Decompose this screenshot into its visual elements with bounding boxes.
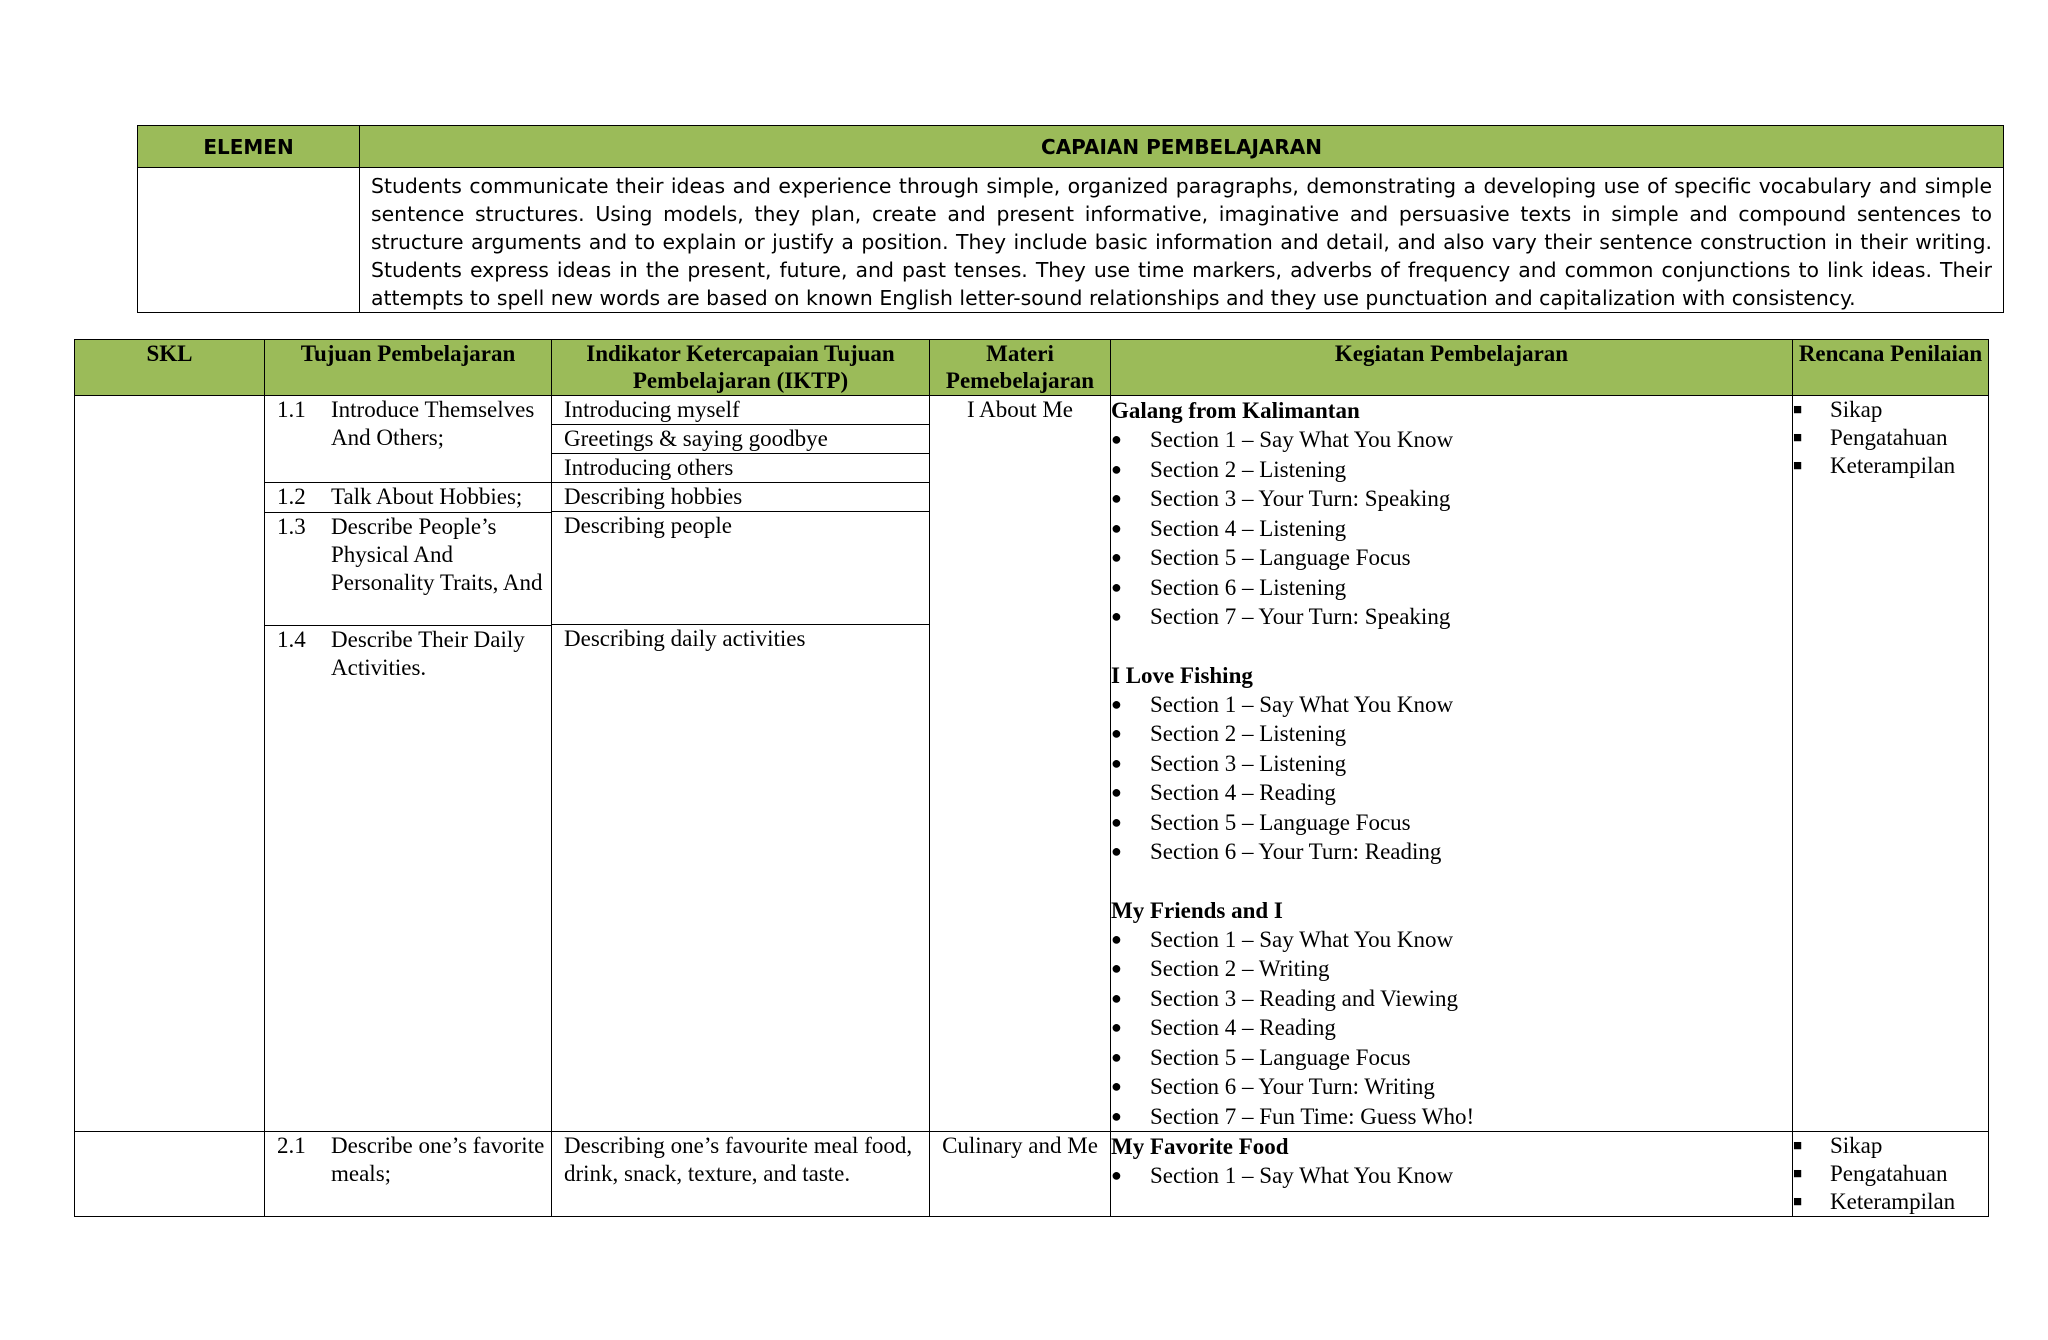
capaian-text: Students communicate their ideas and experience through simple, organized paragraphs, demonstrating a developing use of specific vocabulary and simple sentence structures. Using models, they plan, create and present informative, imaginative and persuasive texts in simple and compound sentences to structure arguments and to explain or justify a position. They include basic information and detail, and also vary their sentence construction in their writing. Students express ideas in the present, future, and past tenses. They use time markers, adverbs of frequency and common conjunctions to link ideas. Their attempts to spell new words are based on known English letter-sound relationships and they use punctuation and capitalization with consistency. — [360, 168, 2004, 313]
capaian-header-row — [138, 126, 2004, 168]
materi-cell: I About Me — [930, 396, 1111, 1132]
penilaian-item — [1793, 1132, 1988, 1160]
section-text: Section 2 – Writing — [1150, 956, 1330, 981]
section-text: Section 1 – Say What You Know — [1150, 427, 1454, 452]
square-bullet-icon: ■ — [1793, 1138, 1803, 1154]
section-item — [1111, 514, 1792, 544]
bullet-icon: ● — [1111, 1076, 1122, 1096]
kegiatan-cell — [1111, 1132, 1793, 1217]
penilaian-item — [1793, 1188, 1988, 1216]
section-text: Section 6 – Your Turn: Reading — [1150, 839, 1442, 864]
section-item — [1111, 954, 1792, 984]
bullet-icon: ● — [1111, 811, 1122, 832]
tujuan-text: Talk About Hobbies; — [331, 484, 523, 509]
iktp-item: Greetings & saying goodbye — [552, 425, 929, 454]
penilaian-cell — [1793, 1132, 1989, 1217]
penilaian-text: Sikap — [1830, 397, 1883, 422]
section-text: Section 2 – Listening — [1150, 721, 1347, 746]
bullet-icon: ● — [1111, 782, 1122, 802]
section-text: Section 6 – Your Turn: Writing — [1150, 1074, 1435, 1099]
unit-title: My Friends and I — [1111, 897, 1283, 923]
elemen-header: ELEMEN — [138, 126, 360, 168]
tujuan-item — [265, 513, 551, 626]
kegiatan-cell — [1111, 396, 1793, 1132]
tujuan-cell — [265, 1132, 552, 1217]
tujuan-item — [265, 483, 551, 513]
kegiatan-header: Kegiatan Pembelajaran — [1111, 340, 1793, 396]
tujuan-text: Describe one’s favorite meals; — [331, 1133, 545, 1186]
tujuan-item — [265, 1132, 551, 1189]
section-text: Section 4 – Listening — [1150, 515, 1347, 541]
spacer — [1111, 867, 1792, 896]
section-item — [1111, 1102, 1792, 1132]
iktp-cell — [552, 1132, 930, 1217]
learning-plan-table — [74, 339, 1989, 1217]
iktp-header: Indikator Ketercapaian Tujuan Pembelajaran (IKTP) — [552, 340, 930, 396]
iktp-item: Describing hobbies — [552, 483, 929, 512]
iktp-item: Describing daily activities — [564, 626, 806, 651]
iktp-item: Describing people — [552, 512, 929, 625]
skl-cell — [75, 396, 265, 1132]
capaian-table — [137, 125, 2004, 313]
section-text: Section 5 – Language Focus — [1150, 809, 1411, 835]
bullet-icon: ● — [1111, 458, 1122, 479]
section-item — [1111, 719, 1792, 749]
section-text: Section 4 – Reading — [1150, 780, 1336, 805]
elemen-cell — [138, 168, 360, 313]
bullet-icon: ● — [1111, 517, 1122, 538]
tujuan-item — [265, 626, 551, 683]
section-item — [1111, 602, 1792, 632]
section-text: Section 6 – Listening — [1150, 574, 1347, 600]
penilaian-item — [1793, 1160, 1988, 1188]
iktp-cell — [552, 396, 930, 1132]
section-item — [1111, 1072, 1792, 1102]
penilaian-text: Keterampilan — [1830, 1189, 1956, 1214]
skl-header: SKL — [75, 340, 265, 396]
capaian-row — [138, 168, 2004, 313]
materi-cell: Culinary and Me — [930, 1132, 1111, 1217]
tujuan-header: Tujuan Pembelajaran — [265, 340, 552, 396]
table-row — [75, 1132, 1989, 1217]
section-text: Section 7 – Fun Time: Guess Who! — [1150, 1103, 1475, 1129]
section-text: Section 3 – Listening — [1150, 750, 1347, 776]
iktp-item: Introducing others — [552, 454, 929, 483]
tujuan-text: Introduce Themselves And Others; — [331, 397, 535, 450]
section-text: Section 7 – Your Turn: Speaking — [1150, 604, 1451, 629]
section-item — [1111, 1043, 1792, 1073]
bullet-icon: ● — [1111, 547, 1122, 567]
section-item — [1111, 808, 1792, 838]
bullet-icon: ● — [1111, 1046, 1122, 1067]
penilaian-text: Sikap — [1830, 1133, 1883, 1158]
section-text: Section 5 – Language Focus — [1150, 545, 1411, 570]
bullet-icon: ● — [1111, 1105, 1122, 1126]
section-item — [1111, 425, 1792, 455]
section-text: Section 3 – Reading and Viewing — [1150, 985, 1459, 1011]
section-text: Section 1 – Say What You Know — [1150, 1163, 1454, 1188]
skl-cell — [75, 1132, 265, 1217]
section-text: Section 2 – Listening — [1150, 456, 1347, 482]
section-text: Section 5 – Language Focus — [1150, 1044, 1411, 1070]
penilaian-item — [1793, 424, 1988, 452]
tujuan-text: Describe Their Daily Activities. — [331, 627, 525, 680]
plan-header-row — [75, 340, 1989, 396]
tujuan-number: 1.2 — [277, 484, 306, 509]
tujuan-number: 1.3 — [277, 514, 306, 539]
section-text: Section 1 – Say What You Know — [1150, 691, 1454, 717]
bullet-icon: ● — [1111, 488, 1122, 508]
square-bullet-icon: ■ — [1793, 458, 1803, 474]
tujuan-cell — [265, 396, 552, 1132]
section-text: Section 1 – Say What You Know — [1150, 926, 1454, 952]
bullet-icon: ● — [1111, 723, 1122, 743]
iktp-item: Describing one’s favourite meal food, drink, snack, texture, and taste. — [564, 1133, 913, 1186]
tujuan-number: 2.1 — [277, 1133, 306, 1158]
penilaian-header: Rencana Penilaian — [1793, 340, 1989, 396]
materi-header: Materi Pemebelajaran — [930, 340, 1111, 396]
section-item — [1111, 749, 1792, 779]
penilaian-item — [1793, 396, 1988, 424]
section-item — [1111, 1161, 1792, 1191]
iktp-item: Introducing myself — [552, 396, 929, 425]
bullet-icon: ● — [1111, 958, 1122, 978]
tujuan-item — [265, 396, 551, 483]
square-bullet-icon: ■ — [1793, 1166, 1803, 1182]
tujuan-text: Describe People’s Physical And Personality Traits, And — [331, 514, 543, 595]
tujuan-number: 1.1 — [277, 397, 306, 422]
bullet-icon: ● — [1111, 928, 1122, 949]
section-item — [1111, 484, 1792, 514]
tujuan-number: 1.4 — [277, 627, 306, 652]
penilaian-text: Pengatahuan — [1830, 425, 1948, 450]
square-bullet-icon: ■ — [1793, 1194, 1803, 1210]
section-item — [1111, 543, 1792, 573]
unit-title: I Love Fishing — [1111, 662, 1253, 688]
section-item — [1111, 778, 1792, 808]
section-item — [1111, 984, 1792, 1014]
section-item — [1111, 455, 1792, 485]
square-bullet-icon: ■ — [1793, 430, 1803, 446]
bullet-icon: ● — [1111, 576, 1122, 597]
section-text: Section 3 – Your Turn: Speaking — [1150, 486, 1451, 511]
section-item — [1111, 573, 1792, 603]
capaian-header: CAPAIAN PEMBELAJARAN — [360, 126, 2004, 168]
unit-title: Galang from Kalimantan — [1111, 398, 1360, 423]
penilaian-text: Pengatahuan — [1830, 1161, 1948, 1186]
section-item — [1111, 1013, 1792, 1043]
bullet-icon: ● — [1111, 752, 1122, 773]
unit-title: My Favorite Food — [1111, 1134, 1289, 1159]
table-row — [75, 396, 1989, 1132]
section-item — [1111, 837, 1792, 867]
section-item — [1111, 690, 1792, 720]
section-text: Section 4 – Reading — [1150, 1015, 1336, 1040]
bullet-icon: ● — [1111, 606, 1122, 626]
square-bullet-icon: ■ — [1793, 402, 1803, 418]
bullet-icon: ● — [1111, 841, 1122, 861]
section-item — [1111, 925, 1792, 955]
penilaian-text: Keterampilan — [1830, 453, 1956, 478]
bullet-icon: ● — [1111, 987, 1122, 1008]
spacer — [1111, 632, 1792, 661]
bullet-icon: ● — [1111, 429, 1122, 449]
bullet-icon: ● — [1111, 693, 1122, 714]
penilaian-item — [1793, 452, 1988, 480]
bullet-icon: ● — [1111, 1165, 1122, 1185]
penilaian-cell — [1793, 396, 1989, 1132]
bullet-icon: ● — [1111, 1017, 1122, 1037]
